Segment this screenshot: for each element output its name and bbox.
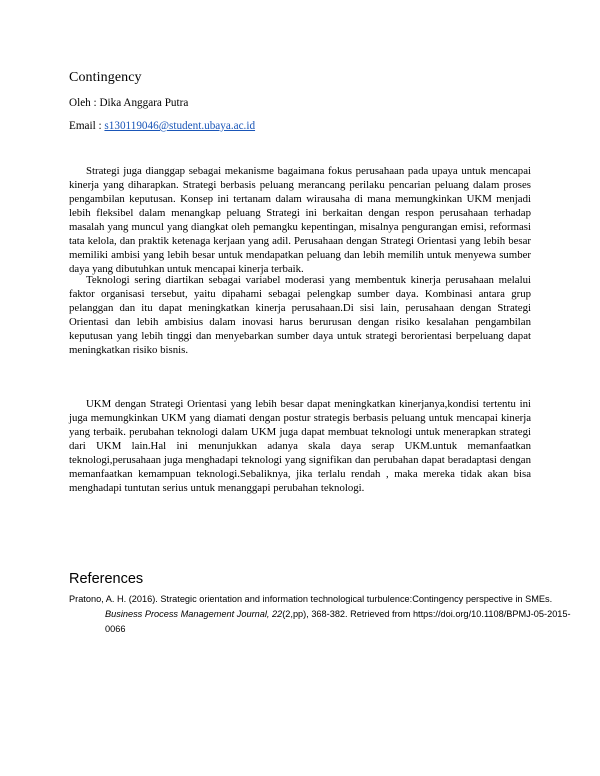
author-line: Oleh : Dika Anggara Putra [69, 97, 189, 109]
paragraph-1: Strategi juga dianggap sebagai mekanisme bagaimana fokus perusahaan pada upaya untuk mencapai kinerja yang diharapkan. Strategi berbasis peluang merancang perilaku pencarian peluang dalam proses pengambilan keputusan. Konsep ini tertanam dalam wirausaha di mana memungkinkan UKM menjadi lebih fleksibel dalam menangkap peluang Strategi ini berkaitan dengan respon perusahaan terhadap masalah yang muncul yang diangkat oleh pemangku kepentingan, misalnya pengurangan emisi, reformasi tata kelola, dan praktik ketenaga kerjaan yang adil. Perusahaan dengan Strategi Orientasi yang lebih besar memiliki ambisi yang lebih besar untuk mendapatkan peluang dan lebih memilih untuk menyewa sumber daya yang dibutuhkan untuk mencapai kinerja terbaik. [69, 165, 531, 275]
email-label: Email : [69, 120, 105, 132]
paragraph-3: UKM dengan Strategi Orientasi yang lebih besar dapat meningkatkan kinerjanya,kondisi tertentu ini juga memungkinkan UKM yang diamati dengan postur strategis berbasis peluang untuk mencapai kinerja yang terbaik. perubahan teknologi dalam UKM juga dapat membuat teknologi untuk menerapkan strategi dari UKM lain.Hal ini menunjukkan adanya skala daya serap UKM.untuk memanfaatkan teknologi,perusahaan juga menghadapi teknologi yang signifikan dan perubahan dapat beradaptasi dengan memanfaatkan kemampuan teknologi.Sebaliknya, jika terlalu rendah , maka mereka tidak akan bisa menghadapi tuntutan serius untuk menanggapi perubahan teknologi. [69, 398, 531, 494]
page-title: Contingency [69, 70, 142, 85]
reference-details: (2,pp), 368-382. Retrieved from https://doi.org/10.1108/BPMJ-05-2015-0066 [105, 609, 571, 634]
reference-citation: Pratono, A. H. (2016). Strategic orientation and information technological turbulence:Contingency perspective in SMEs. [69, 594, 553, 604]
paragraph-2: Teknologi sering diartikan sebagai variabel moderasi yang membentuk kinerja perusahaan melalui faktor organisasi tersebut, yaitu dipahami sebagai pelengkap sumber daya. Kombinasi antara grup pelanggan dan itu dapat meningkatkan kinerja perusahaan.Di sisi lain, perusahaan dengan Strategi Orientasi dan lebih ambisius dalam inovasi harus berurusan dengan risiko kesalahan pengambilan keputusan yang lebih tinggi dan menyebarkan sumber daya untuk strategi berorientasi berpeluang dapat meningkatkan risiko bisnis. [69, 274, 531, 356]
email-line [69, 120, 255, 132]
reference-entry [69, 592, 575, 637]
references-heading: References [69, 571, 144, 587]
reference-journal: Business Process Management Journal, 22 [105, 609, 283, 619]
email-link[interactable]: s130119046@student.ubaya.ac.id [104, 120, 256, 132]
